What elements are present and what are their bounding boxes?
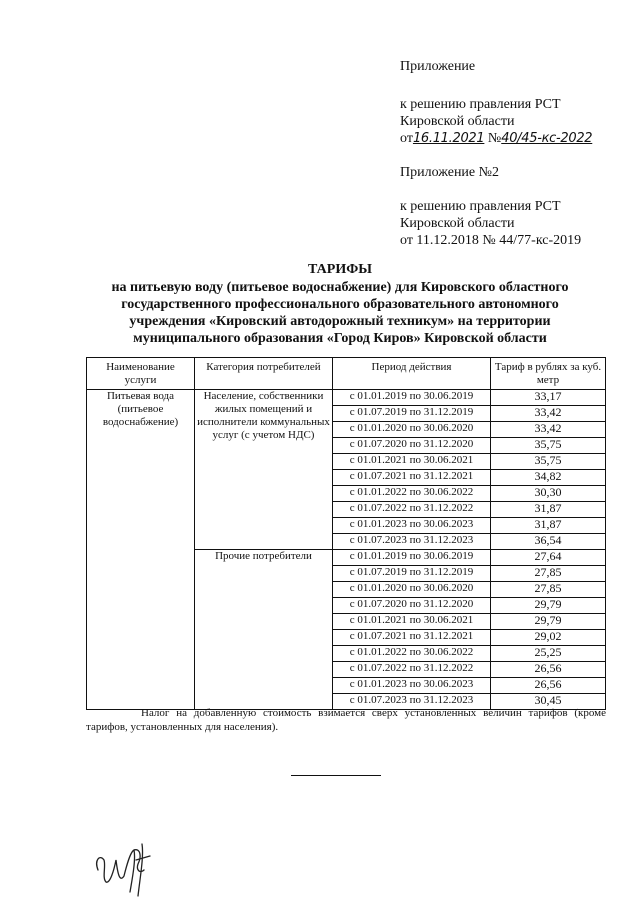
signature-divider	[291, 775, 381, 776]
number-prefix: №	[487, 131, 502, 146]
period-cell: с 01.01.2021 по 30.06.2021	[333, 614, 491, 630]
period-cell: с 01.01.2023 по 30.06.2023	[333, 678, 491, 694]
tariff-value-cell: 29,02	[491, 630, 606, 646]
tariff-value-cell: 27,64	[491, 550, 606, 566]
tariff-value-cell: 29,79	[491, 598, 606, 614]
signature-mark	[90, 830, 160, 900]
appendix2-date-line: от 11.12.2018 № 44/77-кс-2019	[400, 233, 582, 248]
tariff-table	[86, 357, 606, 710]
header-tariff: Тариф в рублях за куб. метр	[491, 358, 606, 390]
period-cell: с 01.07.2022 по 31.12.2022	[333, 502, 491, 518]
category-cell: Население, собственники жилых помещений и исполнители коммунальных услуг (с учетом НДС)	[195, 390, 333, 550]
period-cell: с 01.07.2023 по 31.12.2023	[333, 534, 491, 550]
document-subtitle-line-3: учреждения «Кировский автодорожный техникум» на территории	[129, 314, 551, 329]
period-cell: с 01.01.2022 по 30.06.2022	[333, 486, 491, 502]
period-cell: с 01.07.2019 по 31.12.2019	[333, 406, 491, 422]
tariff-value-cell: 33,42	[491, 422, 606, 438]
tariff-value-cell: 33,42	[491, 406, 606, 422]
header-period: Период действия	[333, 358, 491, 390]
header-service: Наименование услуги	[87, 358, 195, 390]
tariff-value-cell: 25,25	[491, 646, 606, 662]
tariff-value-cell: 30,30	[491, 486, 606, 502]
period-cell: с 01.07.2019 по 31.12.2019	[333, 566, 491, 582]
tariff-value-cell: 35,75	[491, 454, 606, 470]
document-subtitle-line-4: муниципального образования «Город Киров» Кировской области	[133, 331, 547, 346]
service-name-cell: Питьевая вода (питьевое водоснабжение)	[87, 390, 195, 710]
handwritten-number: 40/45-кс-2022	[501, 131, 593, 146]
table-header-row	[87, 358, 606, 390]
period-cell: с 01.01.2019 по 30.06.2019	[333, 390, 491, 406]
vat-footnote: Налог на добавленную стоимость взимается сверх установленных величин тарифов (кроме тарифов, установленных для населения).	[86, 707, 606, 733]
document-title: ТАРИФЫ	[308, 262, 372, 277]
tariff-value-cell: 31,87	[491, 502, 606, 518]
period-cell: с 01.01.2023 по 30.06.2023	[333, 518, 491, 534]
appendix2-region-line: Кировской области	[400, 216, 515, 231]
appendix-title: Приложение	[400, 59, 476, 74]
handwritten-date: 16.11.2021	[412, 131, 485, 146]
tariff-value-cell: 26,56	[491, 678, 606, 694]
document-subtitle-line-1: на питьевую воду (питьевое водоснабжение) для Кировского областного	[111, 280, 569, 295]
period-cell: с 01.07.2021 по 31.12.2021	[333, 630, 491, 646]
period-cell: с 01.01.2022 по 30.06.2022	[333, 646, 491, 662]
tariff-value-cell: 36,54	[491, 534, 606, 550]
period-cell: с 01.01.2020 по 30.06.2020	[333, 422, 491, 438]
period-cell: с 01.01.2021 по 30.06.2021	[333, 454, 491, 470]
tariff-value-cell: 35,75	[491, 438, 606, 454]
appendix-date-line	[400, 130, 592, 147]
appendix-region-line: Кировской области	[400, 114, 515, 129]
period-cell: с 01.07.2021 по 31.12.2021	[333, 470, 491, 486]
period-cell: с 01.01.2020 по 30.06.2020	[333, 582, 491, 598]
appendix-decision-line: к решению правления РСТ	[400, 97, 561, 112]
tariff-value-cell: 31,87	[491, 518, 606, 534]
tariff-value-cell: 27,85	[491, 582, 606, 598]
period-cell: с 01.07.2023 по 31.12.2023	[333, 694, 491, 710]
table-row	[87, 390, 606, 406]
tariff-value-cell: 30,45	[491, 694, 606, 710]
appendix2-title: Приложение №2	[400, 165, 499, 180]
period-cell: с 01.07.2020 по 31.12.2020	[333, 438, 491, 454]
category-cell: Прочие потребители	[195, 550, 333, 710]
document-subtitle-line-2: государственного профессионального образовательного автономного	[121, 297, 559, 312]
tariff-value-cell: 26,56	[491, 662, 606, 678]
tariff-value-cell: 29,79	[491, 614, 606, 630]
appendix2-decision-line: к решению правления РСТ	[400, 199, 561, 214]
date-prefix: от	[400, 131, 413, 146]
tariff-value-cell: 27,85	[491, 566, 606, 582]
period-cell: с 01.07.2022 по 31.12.2022	[333, 662, 491, 678]
header-category: Категория потребителей	[195, 358, 333, 390]
tariff-value-cell: 34,82	[491, 470, 606, 486]
period-cell: с 01.07.2020 по 31.12.2020	[333, 598, 491, 614]
tariff-value-cell: 33,17	[491, 390, 606, 406]
period-cell: с 01.01.2019 по 30.06.2019	[333, 550, 491, 566]
